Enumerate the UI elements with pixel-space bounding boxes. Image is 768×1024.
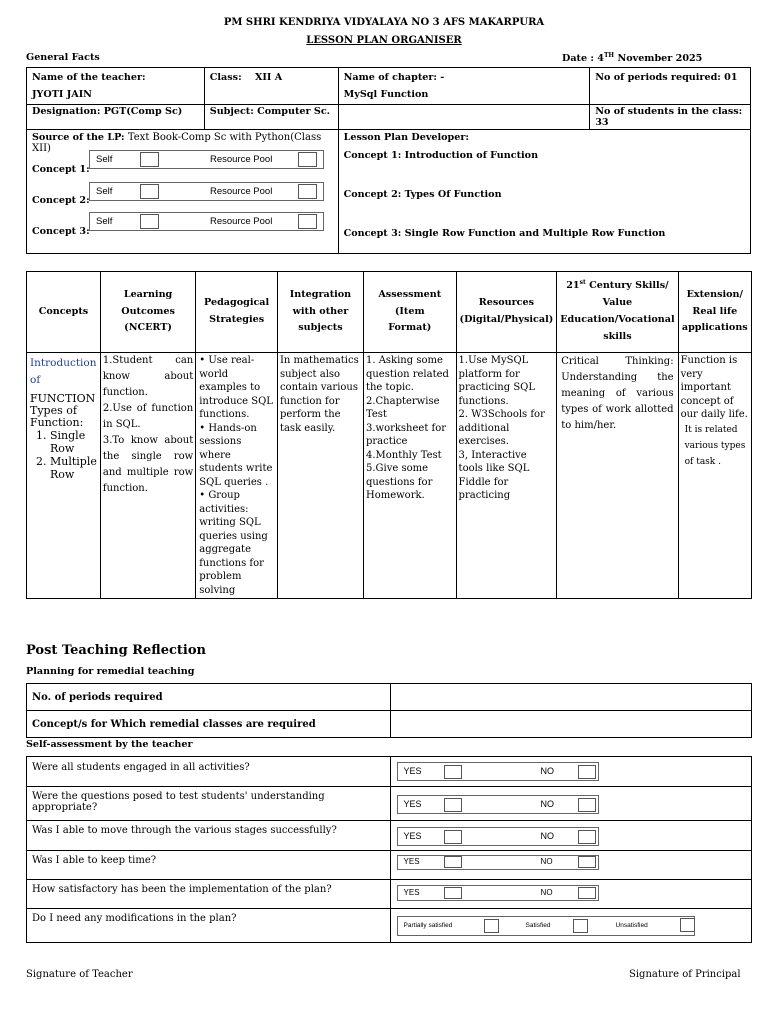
periods-required-label: No. of periods required (27, 684, 391, 711)
yes-label: YES (403, 857, 420, 866)
concept3-text: Concept 3: Single Row Function and Multiple Row Function (343, 228, 666, 239)
answer-6 (390, 909, 751, 943)
header-concepts: Concepts (27, 272, 101, 353)
general-facts-label: General Facts (26, 52, 100, 63)
self-label: Self (96, 186, 113, 197)
outcome-item: 1.Student can know about function. (102, 355, 194, 398)
concept2-label: Concept 2: (32, 195, 90, 206)
resources-cell (456, 353, 557, 599)
yes-checkbox[interactable] (444, 856, 462, 868)
no-label: NO (540, 766, 555, 776)
concept1-label: Concept 1: (32, 164, 90, 175)
no-checkbox[interactable] (578, 830, 596, 844)
students-cell: No of students in the class: 33 (590, 105, 751, 130)
answer-2 (390, 787, 751, 821)
self-checkbox[interactable] (140, 214, 159, 229)
resource-pool-checkbox[interactable] (298, 152, 317, 167)
header-learning-outcomes: Learning Outcomes (NCERT) (100, 272, 195, 353)
answer-3 (390, 821, 751, 851)
assessment-item: 5.Give some questions for Homework. (365, 463, 433, 501)
satisfied-checkbox[interactable] (573, 919, 588, 933)
subject-cell: Subject: Computer Sc. (204, 105, 338, 130)
self-label: Self (96, 216, 113, 227)
concept2-source-box (89, 182, 324, 201)
resource-item: 2. W3Schools for additional exercises. (458, 409, 545, 447)
resource-item: 1.Use MySQL platform for practicing SQL functions. (458, 355, 536, 407)
periods-cell: No of periods required: 01 (590, 68, 751, 105)
class-cell: Class: XII A (204, 68, 338, 105)
concepts-cell (27, 353, 101, 599)
document-title: LESSON PLAN ORGANISER (306, 35, 462, 46)
yes-checkbox[interactable] (444, 798, 462, 812)
general-facts-table (26, 67, 751, 254)
header-resources: Resources (Digital/Physical) (456, 272, 557, 353)
extension-text-2: It is related various types of task . (684, 424, 746, 467)
extension-text: Function is very important concept of our daily life. (680, 355, 748, 420)
no-label: NO (540, 799, 555, 809)
unsatisfied-checkbox[interactable] (680, 918, 695, 932)
source-cell (27, 130, 339, 254)
self-label: Self (96, 154, 113, 165)
resource-pool-label: Resource Pool (210, 154, 273, 165)
teacher-label: Name of the teacher: (32, 72, 146, 83)
answer-4 (390, 851, 751, 880)
chapter-name: MySql Function (343, 89, 429, 100)
chapter-blank-cell (338, 105, 590, 130)
resource-pool-checkbox[interactable] (298, 184, 317, 199)
header-assessment: Assessment (Item Format) (363, 272, 456, 353)
concept-types: Types of Function: (30, 404, 84, 429)
source-label: Source of the LP: (32, 132, 125, 143)
self-checkbox[interactable] (140, 152, 159, 167)
answer-5 (390, 880, 751, 909)
self-assessment-title: Self-assessment by the teacher (26, 739, 193, 750)
resource-item: 3, Interactive tools like SQL Fiddle for practicing (458, 449, 530, 501)
concept2-text: Concept 2: Types Of Function (343, 189, 502, 200)
periods-required-value[interactable] (390, 684, 751, 711)
question-5: How satisfactory has been the implementation of the plan? (27, 880, 391, 909)
unsatisfied-label: Unsatisfied (615, 922, 648, 929)
reflection-title: Post Teaching Reflection (26, 643, 206, 658)
question-4: Was I able to keep time? (27, 851, 391, 880)
concept3-source-box (89, 212, 324, 231)
teacher-name: JYOTI JAIN (32, 89, 92, 100)
designation-cell: Designation: PGT(Comp Sc) (27, 105, 205, 130)
date-label: Date : 4TH November 2025 (562, 52, 703, 65)
partially-satisfied-label: Partially satisfied (403, 922, 453, 929)
skills-cell: Critical Thinking: Understanding the meaning of various types of work allotted to him/her. (557, 353, 678, 599)
no-checkbox[interactable] (578, 798, 596, 812)
principal-signature: Signature of Principal (629, 969, 741, 980)
yes-label: YES (403, 831, 422, 841)
header-pedagogical: Pedagogical Strategies (196, 272, 278, 353)
header-extension: Extension/ Real life applications (678, 272, 751, 353)
question-3: Was I able to move through the various stages successfully? (27, 821, 391, 851)
yes-label: YES (403, 888, 420, 897)
extension-cell (678, 353, 751, 599)
concept-function: FUNCTION (30, 392, 96, 405)
concept3-label: Concept 3: (32, 226, 90, 237)
yes-label: YES (403, 766, 422, 776)
assessment-item: 4.Monthly Test (365, 449, 442, 461)
no-label: NO (540, 857, 553, 866)
partially-satisfied-checkbox[interactable] (484, 919, 499, 933)
source-value: Text Book-Comp Sc with Python(Class XII) (32, 132, 322, 154)
self-assessment-table (26, 756, 752, 943)
resource-pool-label: Resource Pool (210, 186, 273, 197)
yes-checkbox[interactable] (444, 830, 462, 844)
strategy-item: • Hands-on sessions where students write SQL queries . (199, 422, 273, 488)
yes-label: YES (403, 799, 422, 809)
developer-cell (338, 130, 750, 254)
outcome-item: 3.To know about the single row and multiple row function. (102, 435, 194, 494)
self-checkbox[interactable] (140, 184, 159, 199)
resource-pool-checkbox[interactable] (298, 214, 317, 229)
concept1-source-box (89, 150, 324, 169)
no-checkbox[interactable] (578, 887, 596, 899)
satisfied-label: Satisfied (525, 922, 551, 929)
strategies-cell (196, 353, 278, 599)
assessment-item: 2.Chapterwise Test (365, 395, 440, 420)
outcomes-cell (100, 353, 195, 599)
chapter-cell (338, 68, 590, 105)
remedial-concepts-label: Concept/s for Which remedial classes are required (27, 711, 391, 738)
concept-item: 2. Multiple Row (50, 455, 97, 481)
developer-label: Lesson Plan Developer: (343, 132, 469, 143)
header-integration: Integration with other subjects (277, 272, 363, 353)
assessment-cell (363, 353, 456, 599)
no-checkbox[interactable] (578, 765, 596, 779)
school-name: PM SHRI KENDRIYA VIDYALAYA NO 3 AFS MAKARPURA (223, 17, 545, 28)
remedial-table (26, 683, 752, 738)
question-6: Do I need any modifications in the plan? (27, 909, 391, 943)
lesson-plan-table (26, 271, 752, 599)
no-label: NO (540, 888, 553, 897)
outcome-item: 2.Use of function in SQL. (102, 403, 194, 430)
yes-checkbox[interactable] (444, 765, 462, 779)
remedial-title: Planning for remedial teaching (26, 666, 195, 677)
no-checkbox[interactable] (578, 856, 596, 868)
assessment-item: 1. Asking some question related the topic. (365, 355, 449, 393)
assessment-item: 3.worksheet for practice (365, 422, 447, 447)
resource-pool-label: Resource Pool (210, 216, 273, 227)
concept-intro: Introduction of (30, 357, 97, 386)
chapter-label: Name of chapter: - (343, 72, 445, 83)
concept-item: 1. Single Row (50, 429, 97, 455)
yes-checkbox[interactable] (444, 887, 462, 899)
strategy-item: • Use real-world examples to introduce SQL functions. (199, 355, 273, 420)
concept1-text: Concept 1: Introduction of Function (343, 150, 539, 161)
header-skills: 21st Century Skills/ Value Education/Vocational skills (557, 272, 678, 353)
integration-cell: In mathematics subject also contain various function for perform the task easily. (277, 353, 363, 599)
teacher-cell (27, 68, 205, 105)
teacher-signature: Signature of Teacher (26, 969, 133, 980)
strategy-item: • Group activities: writing SQL queries using aggregate functions for problem solving (199, 490, 268, 596)
question-1: Were all students engaged in all activities? (27, 757, 391, 787)
remedial-concepts-value[interactable] (390, 711, 751, 738)
no-label: NO (540, 831, 555, 841)
question-2: Were the questions posed to test students' understanding appropriate? (27, 787, 391, 821)
answer-1 (390, 757, 751, 787)
